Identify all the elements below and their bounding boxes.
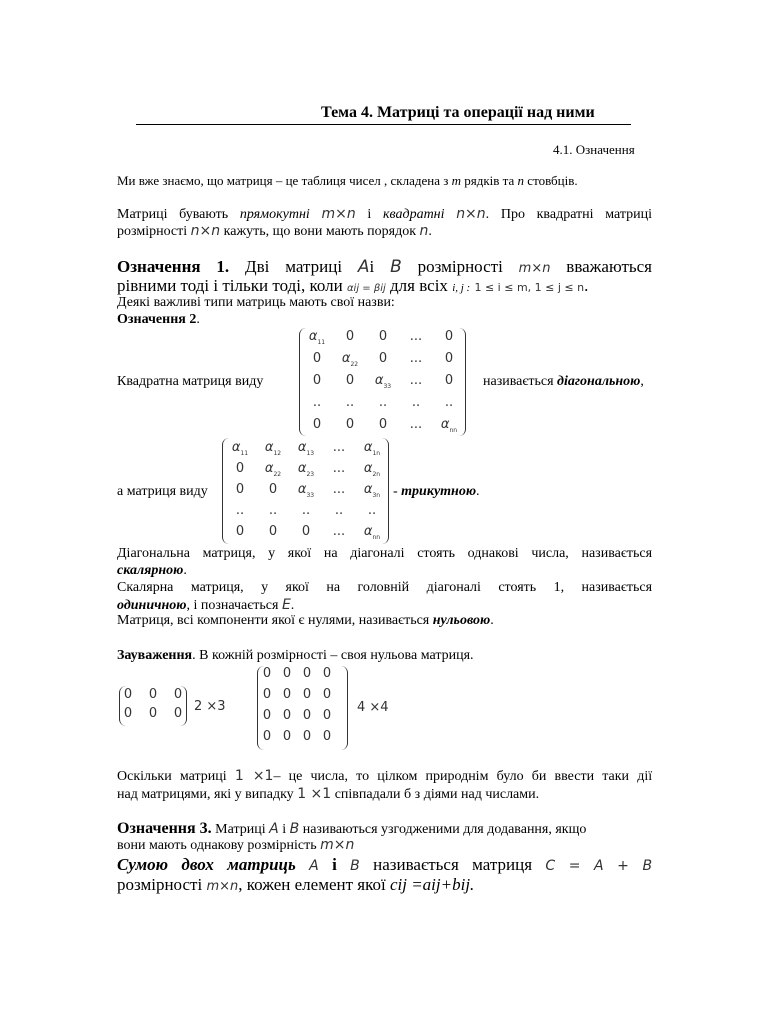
matrix-cell: 0: [302, 729, 312, 744]
matrix-cell: 0: [262, 729, 272, 744]
matrix-cell: $\alpha_{3n}$: [363, 482, 381, 499]
matrix-cell: 0: [235, 482, 245, 497]
matrix-cell: 0: [301, 524, 311, 539]
matrix-cell: $\alpha_{22}$: [341, 351, 359, 368]
sum-line2: розмірності m×n, кожен елемент якої cij =aij+bij.: [117, 875, 475, 894]
section-heading: 4.1. Означення: [553, 142, 635, 157]
matrix-cell: 0: [345, 417, 355, 432]
matrix-cell: 0: [123, 706, 133, 721]
zero-matrix-4x4: [257, 666, 348, 750]
matrix-kinds-line1: Матриці бувають прямокутні m×n і квадратні n×n. Про квадратні матриці: [117, 206, 652, 222]
matrix-cell: 0: [378, 329, 388, 344]
matrix-cell: $\alpha_{22}$: [264, 461, 282, 478]
matrix-cell: ...: [332, 524, 346, 539]
matrix-cell: 0: [148, 687, 158, 702]
matrix-cell: ...: [332, 461, 346, 476]
matrix-cell: 0: [322, 729, 332, 744]
matrix-cell: 0: [268, 482, 278, 497]
matrix-cell: ..: [334, 503, 344, 518]
intro-paragraph: Ми вже знаємо, що матриця – це таблиця чисел , складена з m рядків та n стовбців.: [117, 173, 578, 188]
title-rule: [136, 124, 631, 125]
matrix-cell: 0: [235, 461, 245, 476]
matrix-cell: 0: [345, 329, 355, 344]
sum-line1: Сумою двох матриць A і B називається матриця C = A + B: [117, 855, 653, 874]
diagonal-matrix: [299, 328, 466, 436]
zero-4x4-label: 4 ×4: [357, 700, 389, 715]
matrix-kinds-line2: розмірності n×n кажуть, що вони мають порядок n.: [117, 223, 432, 239]
matrix-cell: ..: [378, 395, 388, 410]
diag-intro: Квадратна матриця виду: [117, 374, 264, 389]
matrix-cell: 0: [262, 708, 272, 723]
zero-matrix-line: Матриця, всі компоненти якої є нулями, називається нульовою.: [117, 613, 494, 628]
definition-1-line2: рівними тоді і тільки тоді, коли αij = βij для всіх i, j : 1 ≤ i ≤ m, 1 ≤ j ≤ n.: [117, 276, 589, 295]
matrix-cell: ..: [345, 395, 355, 410]
onebyone-line1: Оскільки матриці 1 ×1– це числа, то цілком природнім було би ввести таки дії: [117, 768, 653, 784]
matrix-cell: 0: [282, 708, 292, 723]
scalar-line2: скалярною.: [117, 563, 187, 578]
matrix-cell: ...: [409, 373, 423, 388]
matrix-cell: 0: [312, 373, 322, 388]
matrix-cell: ..: [411, 395, 421, 410]
tri-intro: а матриця виду: [117, 484, 208, 499]
scalar-line1: Діагональна матриця, у якої на діагоналі стоять однакові числа, називається: [117, 546, 653, 561]
matrix-cell: ..: [301, 503, 311, 518]
matrix-cell: 0: [173, 706, 183, 721]
zero-matrix-2x3: [119, 686, 187, 726]
matrix-cell: 0: [282, 729, 292, 744]
matrix-cell: 0: [312, 351, 322, 366]
matrix-cell: 0: [302, 708, 312, 723]
matrix-cell: ...: [409, 351, 423, 366]
matrix-cell: 0: [378, 351, 388, 366]
triangular-matrix: [222, 438, 389, 544]
definition-3-line1: Означення 3. Матриці A і B називаються узгодженими для додавання, якщо: [117, 820, 587, 837]
matrix-cell: 0: [322, 687, 332, 702]
tri-after: - трикутною.: [393, 484, 480, 499]
matrix-cell: 0: [345, 373, 355, 388]
matrix-cell: $\alpha_{33}$: [374, 373, 392, 390]
matrix-cell: 0: [268, 524, 278, 539]
matrix-cell: ...: [332, 482, 346, 497]
matrix-cell: 0: [282, 687, 292, 702]
matrix-cell: ..: [367, 503, 377, 518]
matrix-cell: 0: [148, 706, 158, 721]
matrix-cell: 0: [302, 666, 312, 681]
matrix-cell: 0: [262, 687, 272, 702]
matrix-cell: ...: [409, 417, 423, 432]
onebyone-line2: над матрицями, які у випадку 1 ×1 співпадали б з діями над числами.: [117, 786, 540, 802]
matrix-cell: 0: [378, 417, 388, 432]
types-intro: Деякі важливі типи матриць мають свої назви:: [117, 295, 395, 310]
unit-line1: Скалярна матриця, у якої на головній діагоналі стоять 1, називається: [117, 580, 653, 595]
matrix-cell: 0: [444, 329, 454, 344]
diag-after: називається діагональною,: [483, 374, 644, 389]
matrix-cell: 0: [282, 666, 292, 681]
matrix-cell: ...: [332, 440, 346, 455]
matrix-cell: $\alpha_{12}$: [264, 440, 282, 457]
matrix-cell: $\alpha_{11}$: [308, 329, 326, 346]
matrix-cell: 0: [173, 687, 183, 702]
matrix-cell: $\alpha_{nn}$: [440, 417, 458, 434]
matrix-cell: ..: [444, 395, 454, 410]
matrix-cell: $\alpha_{11}$: [231, 440, 249, 457]
matrix-cell: 0: [322, 666, 332, 681]
matrix-cell: 0: [444, 351, 454, 366]
matrix-cell: 0: [312, 417, 322, 432]
matrix-cell: 0: [322, 708, 332, 723]
matrix-cell: $\alpha_{2n}$: [363, 461, 381, 478]
matrix-cell: $\alpha_{nn}$: [363, 524, 381, 541]
matrix-cell: ..: [235, 503, 245, 518]
matrix-cell: ..: [312, 395, 322, 410]
matrix-cell: ..: [268, 503, 278, 518]
matrix-cell: $\alpha_{23}$: [297, 461, 315, 478]
matrix-cell: $\alpha_{1n}$: [363, 440, 381, 457]
remark-line: Зауваження. В кожній розмірності – своя нульова матриця.: [117, 648, 474, 663]
matrix-cell: 0: [262, 666, 272, 681]
matrix-cell: 0: [235, 524, 245, 539]
matrix-cell: 0: [302, 687, 312, 702]
matrix-cell: ...: [409, 329, 423, 344]
matrix-cell: $\alpha_{13}$: [297, 440, 315, 457]
matrix-cell: 0: [123, 687, 133, 702]
unit-line2: одиничною, і позначається E.: [117, 597, 295, 613]
matrix-cell: 0: [444, 373, 454, 388]
definition-2-label: Означення 2.: [117, 312, 200, 327]
page-title: Тема 4. Матриці та операції над ними: [321, 104, 595, 121]
matrix-cell: $\alpha_{33}$: [297, 482, 315, 499]
zero-2x3-label: 2 ×3: [194, 699, 226, 714]
definition-1-line1: Означення 1. Дві матриці Aі B розмірності m×n вважаються: [117, 257, 652, 277]
definition-3-line2: вони мають однакову розмірність m×n: [117, 837, 355, 853]
